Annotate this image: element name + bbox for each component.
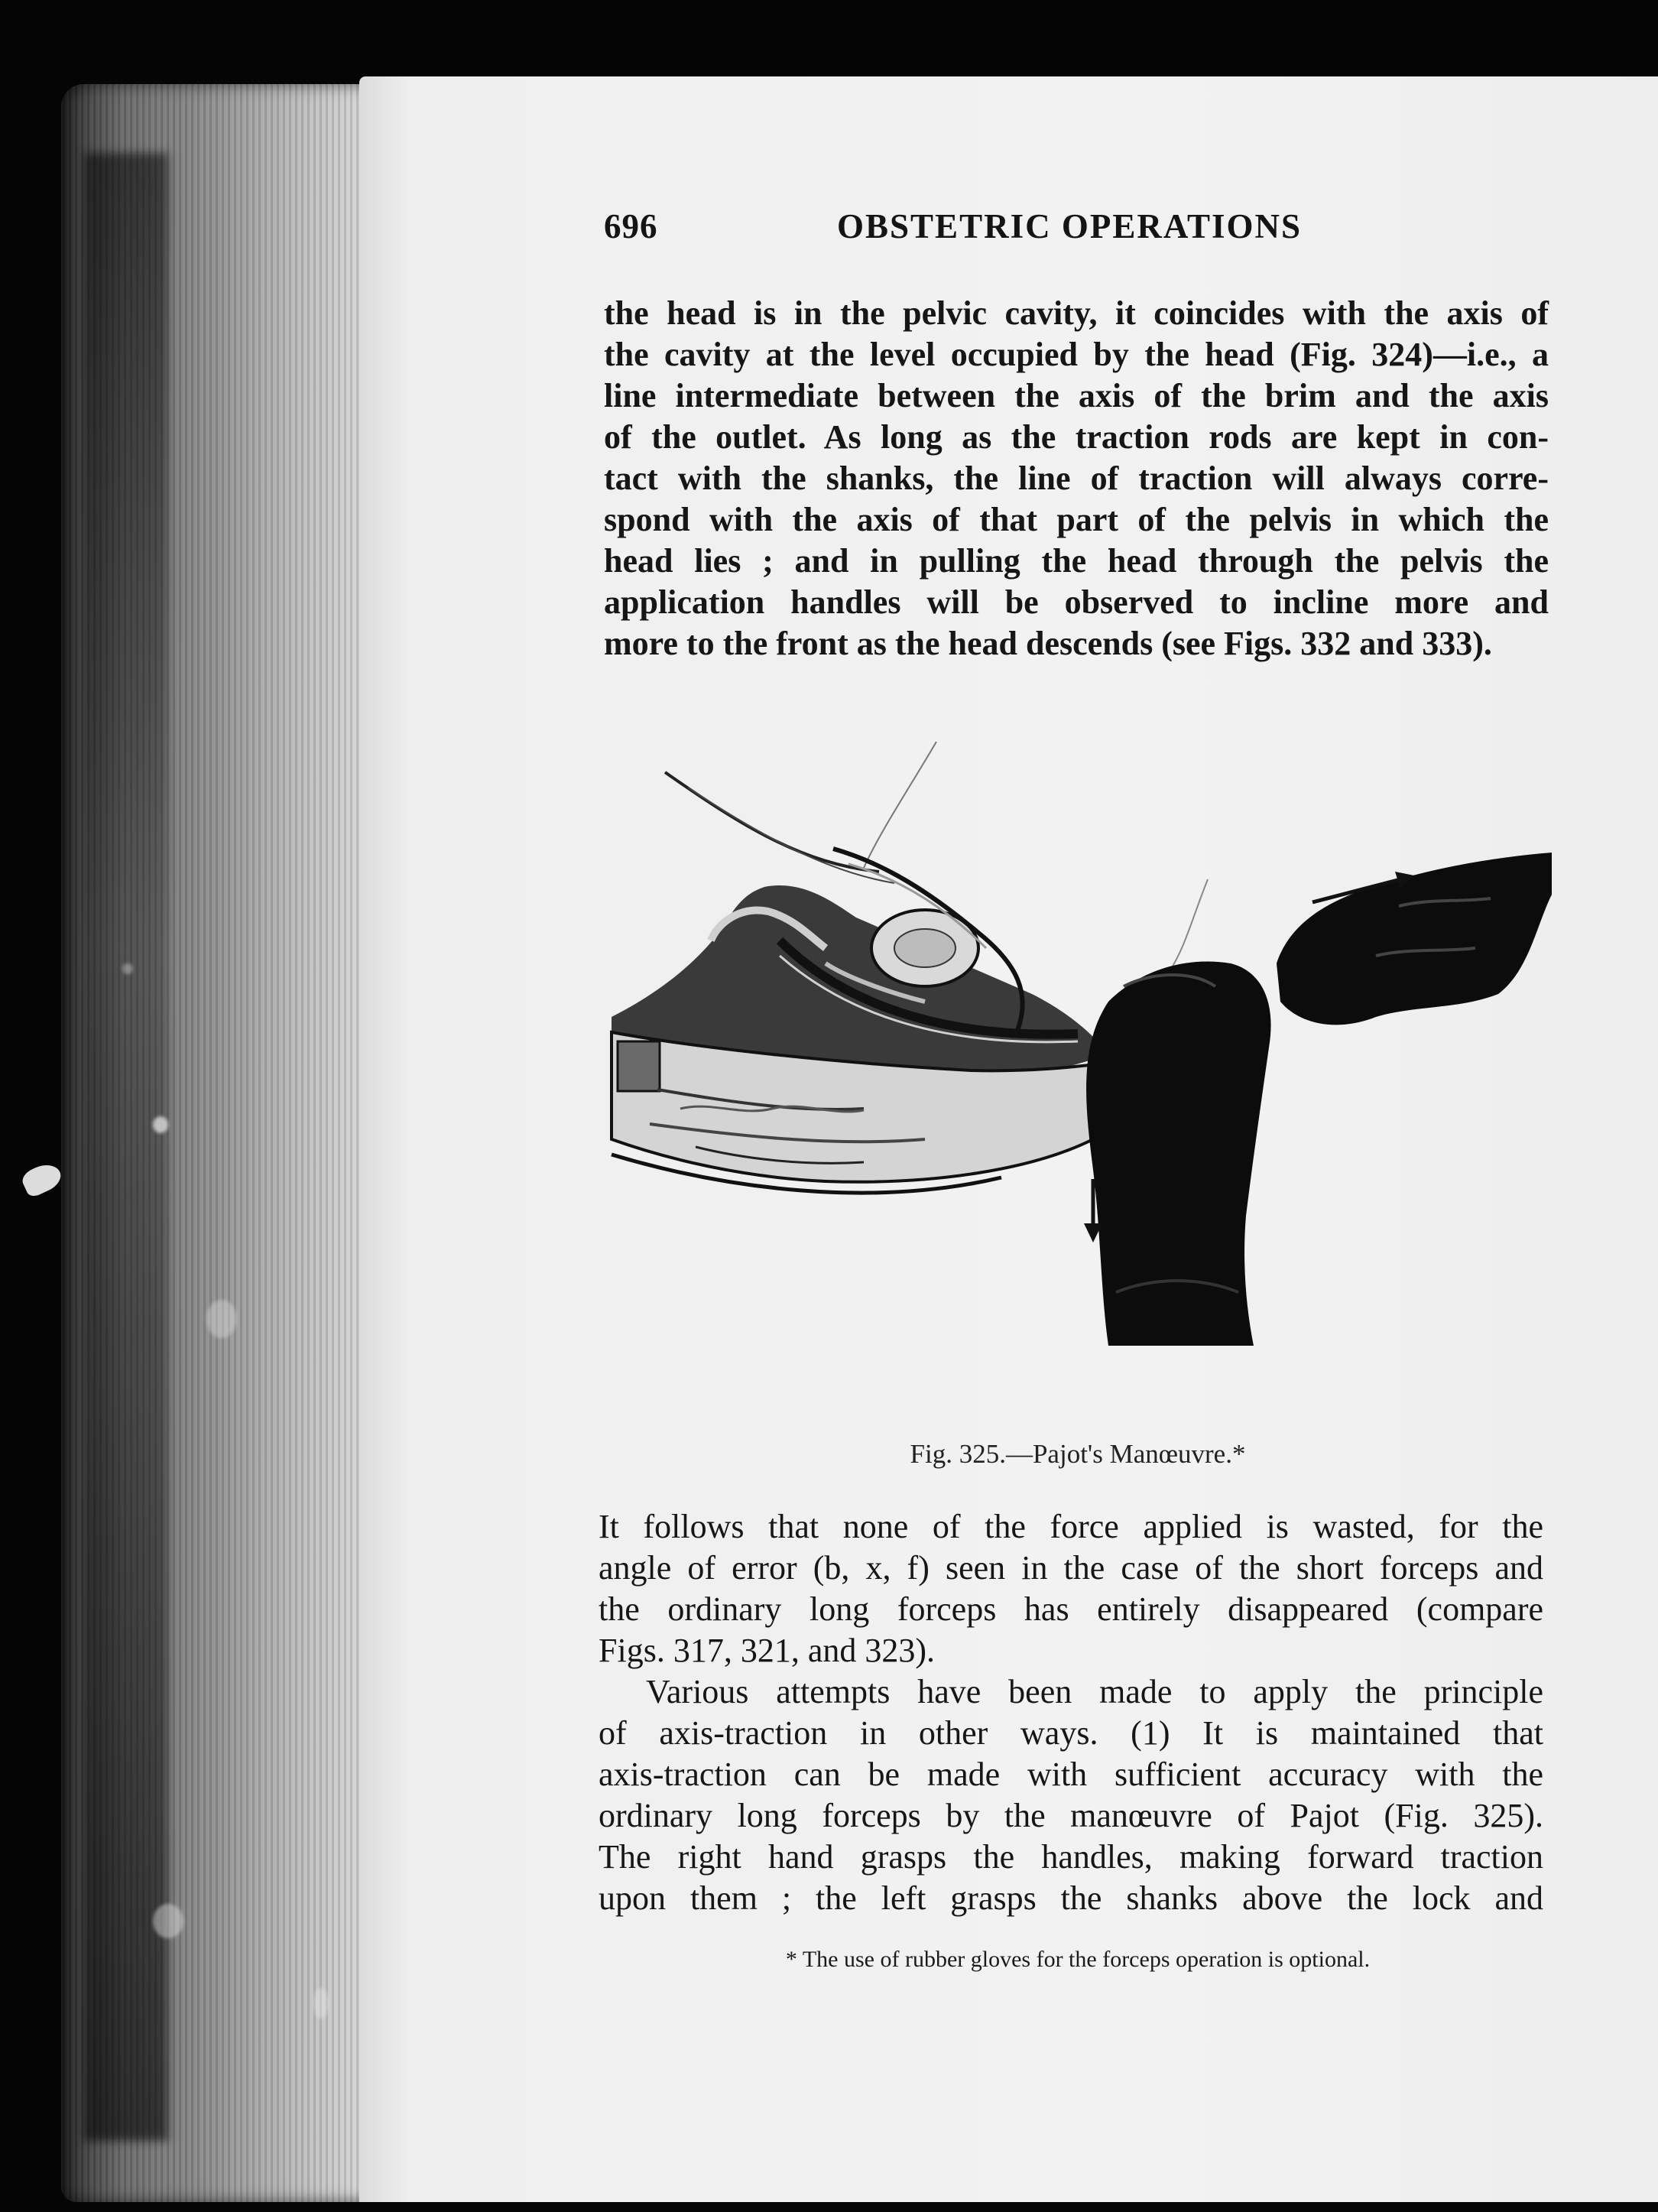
paragraph-2 (599, 1506, 1543, 1671)
running-head: OBSTETRIC OPERATIONS (837, 207, 1303, 245)
book-edge-shadow (84, 153, 168, 2141)
page-header (604, 206, 1536, 252)
paper-fleck (19, 1159, 65, 1199)
paragraph-3 (599, 1671, 1543, 1919)
text-line: upon them ; the left grasps the shanks above the lock and (599, 1879, 1543, 1917)
text-line: spond with the axis of that part of the pelvis in which the (604, 501, 1549, 538)
text-line: more to the front as the head descends (see Figs. 332 and 333). (604, 625, 1492, 662)
text-line: head lies ; and in pulling the head through the pelvis the (604, 542, 1549, 580)
text-line: application handles will be observed to incline more and (604, 583, 1549, 621)
text-line: the head is in the pelvic cavity, it coincides with the axis of (604, 294, 1549, 332)
text-line: tact with the shanks, the line of traction will always corre- (604, 460, 1549, 497)
edge-spot (122, 963, 133, 974)
text-line: the cavity at the level occupied by the head (Fig. 324)—i.e., a (604, 336, 1549, 373)
text-line: The right hand grasps the handles, making forward traction (599, 1838, 1543, 1876)
text-line: ordinary long forceps by the manœuvre of Pajot (Fig. 325). (599, 1797, 1543, 1834)
paragraph-1 (604, 293, 1549, 664)
text-line: axis-traction can be made with sufficient accuracy with the (599, 1756, 1543, 1793)
edge-spot (206, 1300, 237, 1338)
edge-spot (153, 1116, 168, 1133)
text-line: of the outlet. As long as the traction rods are kept in con- (604, 418, 1549, 456)
figure-caption: Fig. 325.—Pajot's Manœuvre.* (910, 1439, 1246, 1469)
text-line: the ordinary long forceps has entirely disappeared (compare (599, 1590, 1543, 1628)
text-line: line intermediate between the axis of the brim and the axis (604, 377, 1549, 414)
pajot-manoeuvre-illustration (604, 742, 1552, 1399)
text-line: angle of error (b, x, f) seen in the case of the short forceps and (599, 1549, 1543, 1587)
text-line: Figs. 317, 321, and 323). (599, 1632, 935, 1669)
edge-spot (313, 1988, 329, 2019)
edge-spot (153, 1904, 183, 1938)
text-line: Various attempts have been made to apply the principle (646, 1673, 1543, 1710)
text-line: of axis-traction in other ways. (1) It is maintained that (599, 1714, 1543, 1752)
page-number: 696 (604, 207, 658, 245)
text-line: It follows that none of the force applied is wasted, for the (599, 1508, 1543, 1545)
footnote: * The use of rubber gloves for the forceps operation is optional. (785, 1947, 1371, 1972)
